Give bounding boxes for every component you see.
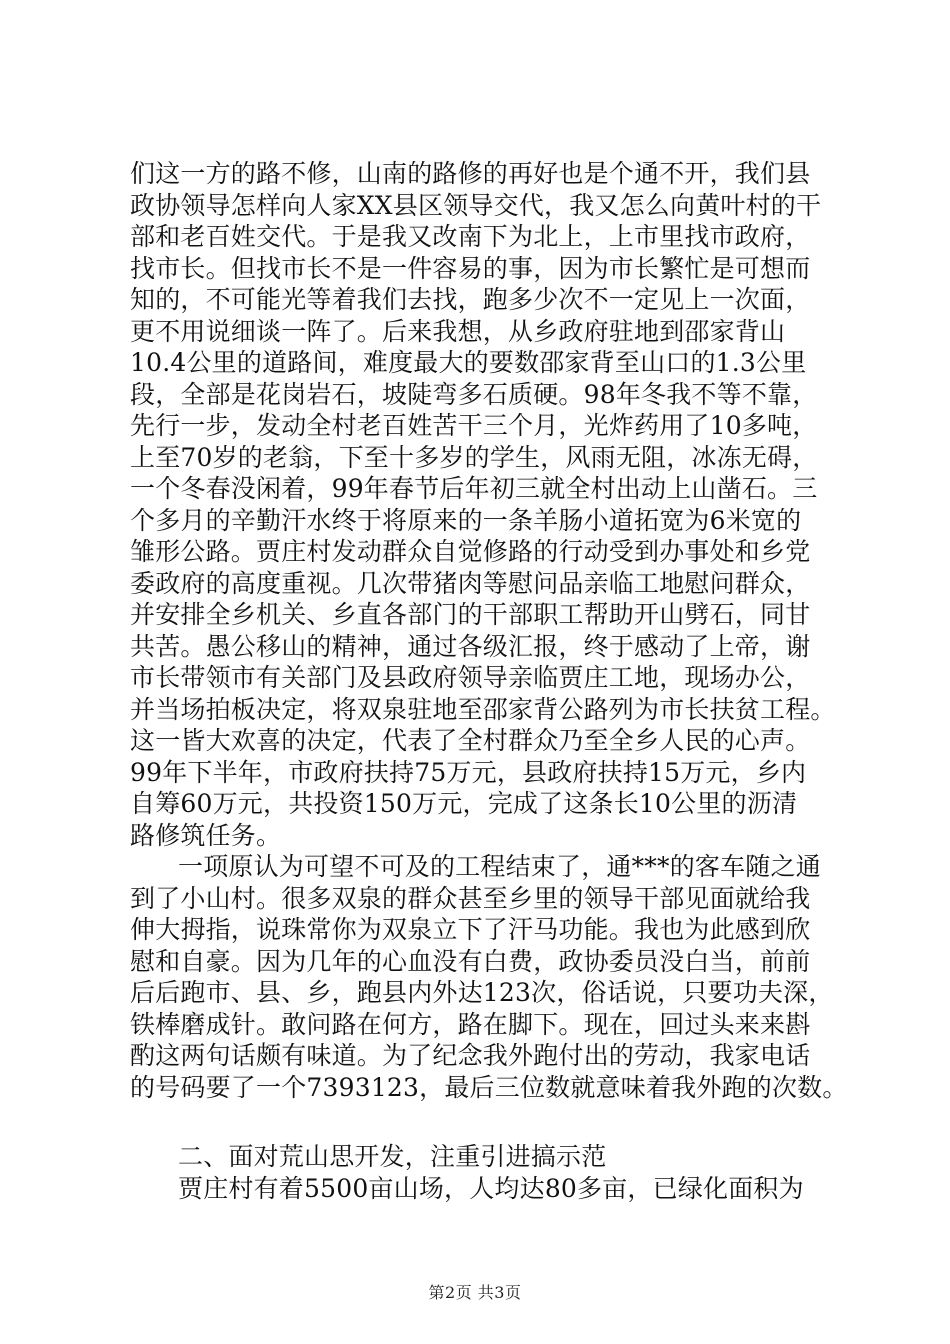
text-line: 段，全部是花岗岩石，坡陡弯多石质硬。98年冬我不等不靠， — [130, 379, 818, 409]
text-line: 共苦。愚公移山的精神，通过各级汇报，终于感动了上帝，谢 — [130, 631, 811, 661]
text-line: 自筹60万元，共投资150万元，完成了这条长10公里的沥清 — [130, 789, 798, 818]
paragraph-road-construction — [130, 158, 836, 851]
text-line: 99年下半年，市政府扶持75万元，县政府扶持15万元，乡内 — [130, 757, 807, 787]
text-line: 们这一方的路不修，山南的路修的再好也是个通不开，我们县 — [130, 159, 811, 188]
section-heading: 二、面对荒山思开发，注重引进搞示范 — [178, 1142, 607, 1171]
text-line: 这一皆大欢喜的决定，代表了全村群众乃至全乡人民的心声。 — [130, 726, 811, 755]
text-line: 先行一步，发动全村老百姓苦干三个月，光炸药用了10多吨， — [130, 411, 818, 440]
page-number-footer: 第2页 共3页 — [428, 1283, 522, 1302]
text-line: 伸大拇指，说珠常你为双泉立下了汗马功能。我也为此感到欣 — [130, 915, 811, 944]
document-body — [130, 158, 848, 1204]
text-line: 后后跑市、县、乡，跑县内外达123次，俗话说，只要功夫深， — [130, 978, 834, 1007]
text-line: 10.4公里的道路间，难度最大的要数邵家背至山口的1.3公里 — [130, 348, 807, 377]
text-line: 市长带领市有关部门及县政府领导亲临贾庄工地，现场办公， — [130, 663, 811, 692]
text-line: 到了小山村。很多双泉的群众甚至乡里的领导干部见面就给我 — [130, 883, 811, 913]
text-line: 一个冬春没闲着，99年春节后年初三就全村出动上山凿石。三 — [130, 474, 818, 503]
text-line: 路修筑任务。 — [130, 820, 282, 850]
text-line: 上至70岁的老翁，下至十多岁的学生，风雨无阻，冰冻无碍， — [130, 442, 818, 472]
text-line: 酌这两句话颇有味道。为了纪念我外跑付出的劳动，我家电话 — [130, 1041, 811, 1070]
text-line: 雏形公路。贾庄村发动群众自觉修路的行动受到办事处和乡党 — [130, 537, 811, 566]
text-line: 部和老百姓交代。于是我又改南下为北上，上市里找市政府， — [130, 222, 811, 251]
text-line: 找市长。但找市长不是一件容易的事，因为市长繁忙是可想而 — [130, 253, 811, 283]
paragraph-mountain-development — [130, 1173, 830, 1205]
text-line: 铁棒磨成针。敢问路在何方，路在脚下。现在，回过头来来斟 — [130, 1009, 811, 1039]
section-spacer — [130, 1103, 830, 1141]
text-line: 慰和自豪。因为几年的心血没有白费，政协委员没白当，前前 — [130, 946, 811, 976]
text-line: 并安排全乡机关、乡直各部门的干部职工帮助开山劈石，同甘 — [130, 600, 811, 629]
text-line: 委政府的高度重视。几次带猪肉等慰问品亲临工地慰问群众， — [130, 568, 811, 598]
text-line: 知的，不可能光等着我们去找，跑多少次不一定见上一次面， — [130, 285, 811, 314]
text-line: 的号码要了一个7393123，最后三位数就意味着我外跑的次数。 — [130, 1072, 848, 1102]
text-line: 政协领导怎样向人家XX县区领导交代，我又怎么向黄叶村的干 — [130, 190, 822, 220]
text-line: 一项原认为可望不可及的工程结束了，通***的客车随之通 — [178, 852, 821, 881]
text-line: 个多月的辛勤汗水终于将原来的一条羊肠小道拓宽为6米宽的 — [130, 505, 802, 535]
paragraph-project-completion — [130, 851, 848, 1103]
text-line: 并当场拍板决定，将双泉驻地至邵家背公路列为市长扶贫工程。 — [130, 694, 836, 724]
text-line: 更不用说细谈一阵了。后来我想，从乡政府驻地到邵家背山 — [130, 316, 786, 346]
text-line: 贾庄村有着5500亩山场，人均达80多亩，已绿化面积为 — [178, 1173, 804, 1203]
